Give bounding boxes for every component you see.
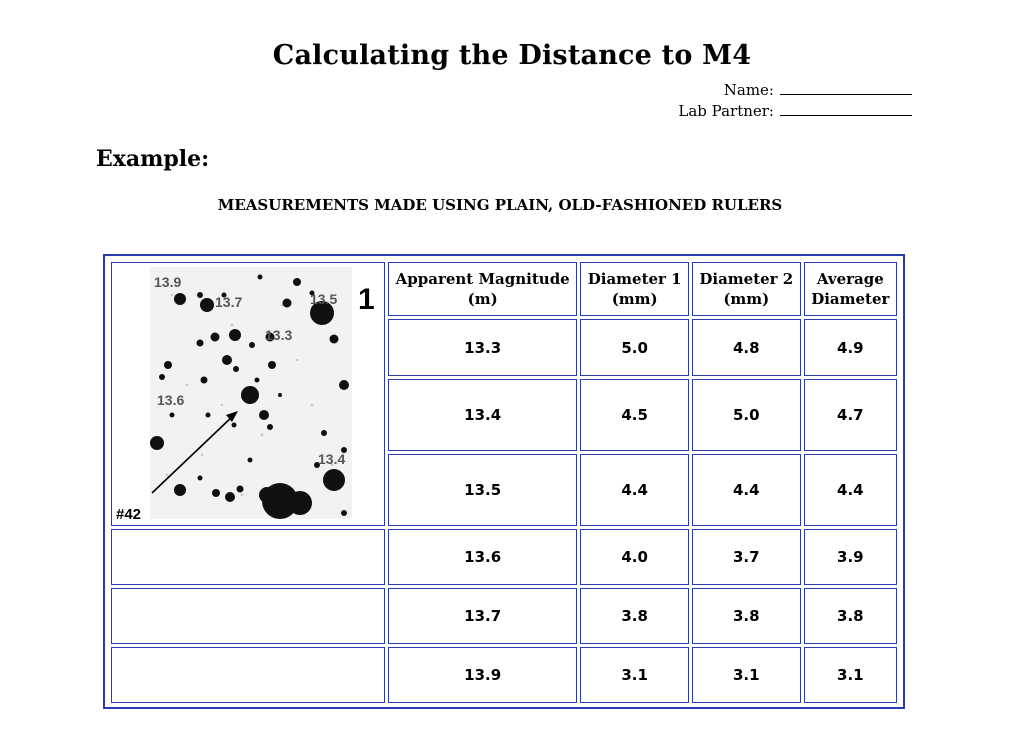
cell-diameter-2: 3.8 [692,588,801,644]
label-13-7: 13.7 [215,294,243,310]
cell-diameter-1: 4.0 [580,529,689,585]
header-diameter-2: Diameter 2 (mm) [692,262,801,316]
cell-average: 3.1 [804,647,897,703]
cell-average: 3.9 [804,529,897,585]
table-row [111,588,897,644]
label-one: 1 [358,283,375,316]
header-diameter-1: Diameter 1 (mm) [580,262,689,316]
measurement-table [108,259,900,706]
section-subtitle: MEASUREMENTS MADE USING PLAIN, OLD-FASHIONED RULERS [217,196,783,214]
cell-magnitude: 13.3 [388,319,577,376]
cell-diameter-2: 4.8 [692,319,801,376]
cell-magnitude: 13.7 [388,588,577,644]
label-13-9: 13.9 [154,274,182,290]
cell-diameter-1: 4.5 [580,379,689,451]
empty-image-cell [111,529,385,585]
cell-diameter-2: 3.1 [692,647,801,703]
label-13-4: 13.4 [318,451,346,467]
lab-partner-field[interactable] [678,102,912,120]
measurement-table-frame [103,254,905,709]
header-average-diameter: Average Diameter [804,262,897,316]
empty-image-cell [111,588,385,644]
cell-diameter-2: 5.0 [692,379,801,451]
example-heading: Example: [96,146,210,172]
cell-diameter-1: 5.0 [580,319,689,376]
cell-magnitude: 13.5 [388,454,577,526]
lab-partner-blank[interactable] [780,103,912,116]
cell-magnitude: 13.6 [388,529,577,585]
label-13-6: 13.6 [157,392,185,408]
star-id-label: #42 [116,506,142,523]
cell-diameter-2: 3.7 [692,529,801,585]
label-13-3: 13.3 [265,327,293,343]
cell-magnitude: 13.9 [388,647,577,703]
cell-average: 4.9 [804,319,897,376]
label-13-5: 13.5 [310,291,338,307]
cell-average: 3.8 [804,588,897,644]
table-row [111,529,897,585]
name-field[interactable] [724,81,912,99]
star-field-image [112,265,384,523]
page-title: Calculating the Distance to M4 [272,40,752,71]
cell-magnitude: 13.4 [388,379,577,451]
table-row [111,647,897,703]
cell-diameter-1: 3.8 [580,588,689,644]
name-blank[interactable] [780,82,912,95]
name-label: Name: [723,81,774,99]
cell-average: 4.4 [804,454,897,526]
empty-image-cell [111,647,385,703]
cell-diameter-1: 3.1 [580,647,689,703]
lab-partner-label: Lab Partner: [678,102,774,120]
header-apparent-magnitude: Apparent Magnitude (m) [388,262,577,316]
star-image-cell [111,262,385,526]
cell-diameter-2: 4.4 [692,454,801,526]
cell-diameter-1: 4.4 [580,454,689,526]
cell-average: 4.7 [804,379,897,451]
